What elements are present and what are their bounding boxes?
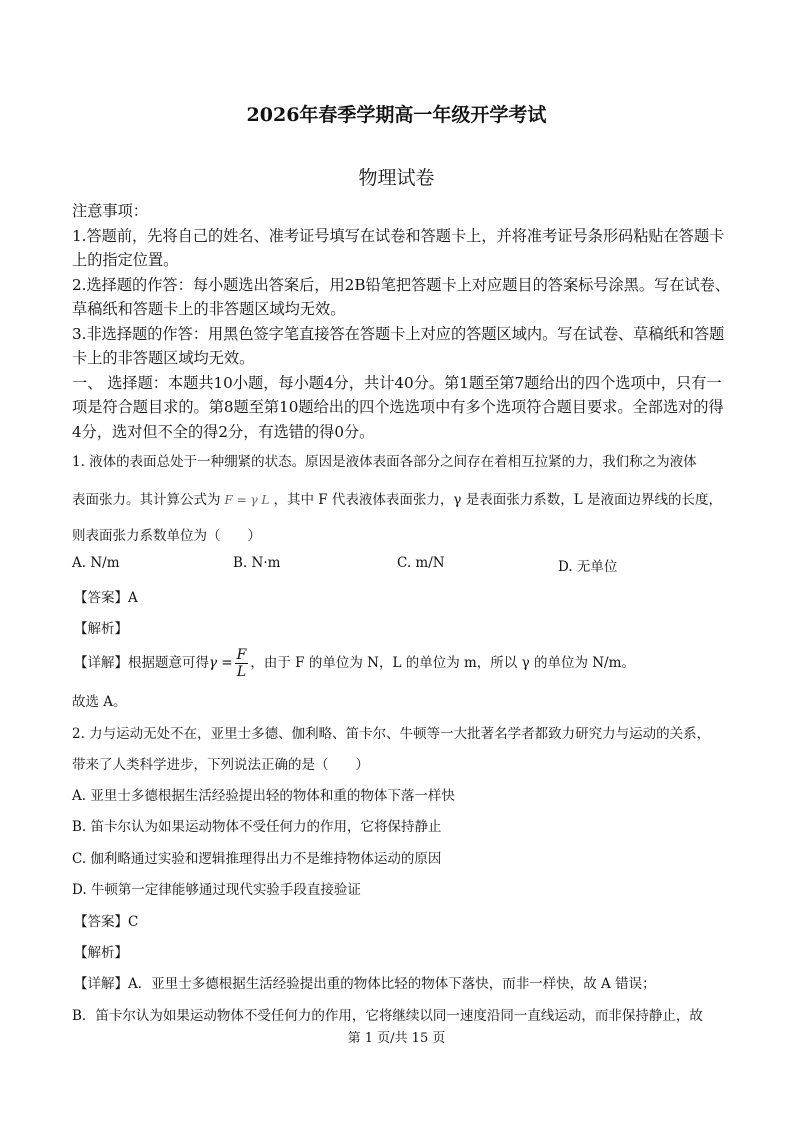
q2-option-b: B. 笛卡尔认为如果运动物体不受任何力的作用，它将保持静止 [72, 819, 442, 835]
instruction-item-1: 1.答题前，先将自己的姓名、准考证号填写在试卷和答题卡上，并将准考证号条形码粘贴在答题卡上的指定位置。 [72, 226, 725, 269]
exam-title: 2026年春季学期高一年级开学考试 [246, 104, 547, 126]
q1-conclusion: 故选 A。 [72, 694, 127, 710]
q1-option-b: B. N·m [233, 555, 281, 571]
q1-option-c: C. m/N [397, 555, 445, 571]
q1-fraction-denominator: L [236, 664, 247, 680]
q1-option-a: A. N/m [72, 555, 120, 571]
q2-stem-line1: 2. 力与运动无处不在，亚里士多德、伽利略、笛卡尔、牛顿等一大批著名学者都致力研究力与运动的关系， [72, 726, 711, 742]
exam-subtitle: 物理试卷 [358, 167, 435, 189]
page-number: 第 1 页/共 15 页 [347, 1031, 446, 1046]
q1-detail [74, 647, 635, 680]
q1-answer: 【答案】A [74, 590, 138, 606]
q2-option-c: C. 伽利略通过实验和逻辑推理得出力不是维持物体运动的原因 [72, 851, 442, 867]
q2-analysis-label: 【解析】 [74, 945, 128, 961]
q1-detail-pre: 【详解】根据题意可得 [74, 655, 209, 671]
q2-option-a: A. 亚里士多德根据生活经验提出轻的物体和重的物体下落一样快 [72, 788, 455, 804]
instruction-item-2: 2.选择题的作答：每小题选出答案后，用2B铅笔把答题卡上对应题目的答案标号涂黑。写在试卷、草稿纸和答题卡上的非答题区域均无效。 [72, 275, 731, 318]
q1-stem-line1: 1. 液体的表面总处于一种绷紧的状态。原因是液体表面各部分之间存在着相互拉紧的力，我们称之为液体 [72, 454, 697, 470]
q1-detail-post: ，由于 F 的单位为 N，L 的单位为 m，所以 γ 的单位为 N/m。 [250, 655, 635, 671]
q1-formula: F = γ L [224, 493, 270, 507]
q1-stem-line2-pre: 表面张力。其计算公式为 [72, 492, 221, 508]
section-instructions: 一、 选择题：本题共10小题，每小题4分，共计40分。第1题至第7题给出的四个选项中，只有一项是符合题目求的。第8题至第10题给出的四个选选项中有多个选项符合题目要求。全部选对的得4分，选对但不全的得2分，有选错的得0分。 [72, 373, 724, 441]
q1-stem-line2 [72, 488, 722, 508]
q2-detail-b: B．笛卡尔认为如果运动物体不受任何力的作用，它将继续以同一速度沿同一直线运动，而非保持静止，故 [72, 1008, 703, 1024]
q1-option-d: D. 无单位 [558, 559, 618, 575]
instructions-heading: 注意事项： [72, 202, 148, 220]
q2-answer: 【答案】C [74, 914, 139, 930]
q2-option-d: D. 牛顿第一定律能够通过现代实验手段直接验证 [72, 882, 361, 898]
instruction-item-3: 3.非选择题的作答：用黑色签字笔直接答在答题卡上对应的答题区域内。写在试卷、草稿纸和答题卡上的非答题区域均无效。 [72, 324, 725, 367]
q1-stem-line3: 则表面张力系数单位为（ ） [72, 528, 261, 544]
q1-analysis-label: 【解析】 [74, 621, 128, 637]
q1-detail-gamma: γ = [209, 655, 233, 671]
q2-detail-a: 【详解】A．亚里士多德根据生活经验提出重的物体比轻的物体下落快，而非一样快，故 A 错误； [74, 976, 656, 992]
instructions-block [72, 199, 732, 444]
q1-fraction [235, 647, 249, 680]
q1-stem-line2-post: ，其中 F 代表液体表面张力，γ 是表面张力系数，L 是液面边界线的长度， [273, 492, 723, 508]
q2-stem-line2: 带来了人类科学进步，下列说法正确的是（ ） [72, 757, 369, 773]
q1-fraction-numerator: F [236, 647, 247, 663]
